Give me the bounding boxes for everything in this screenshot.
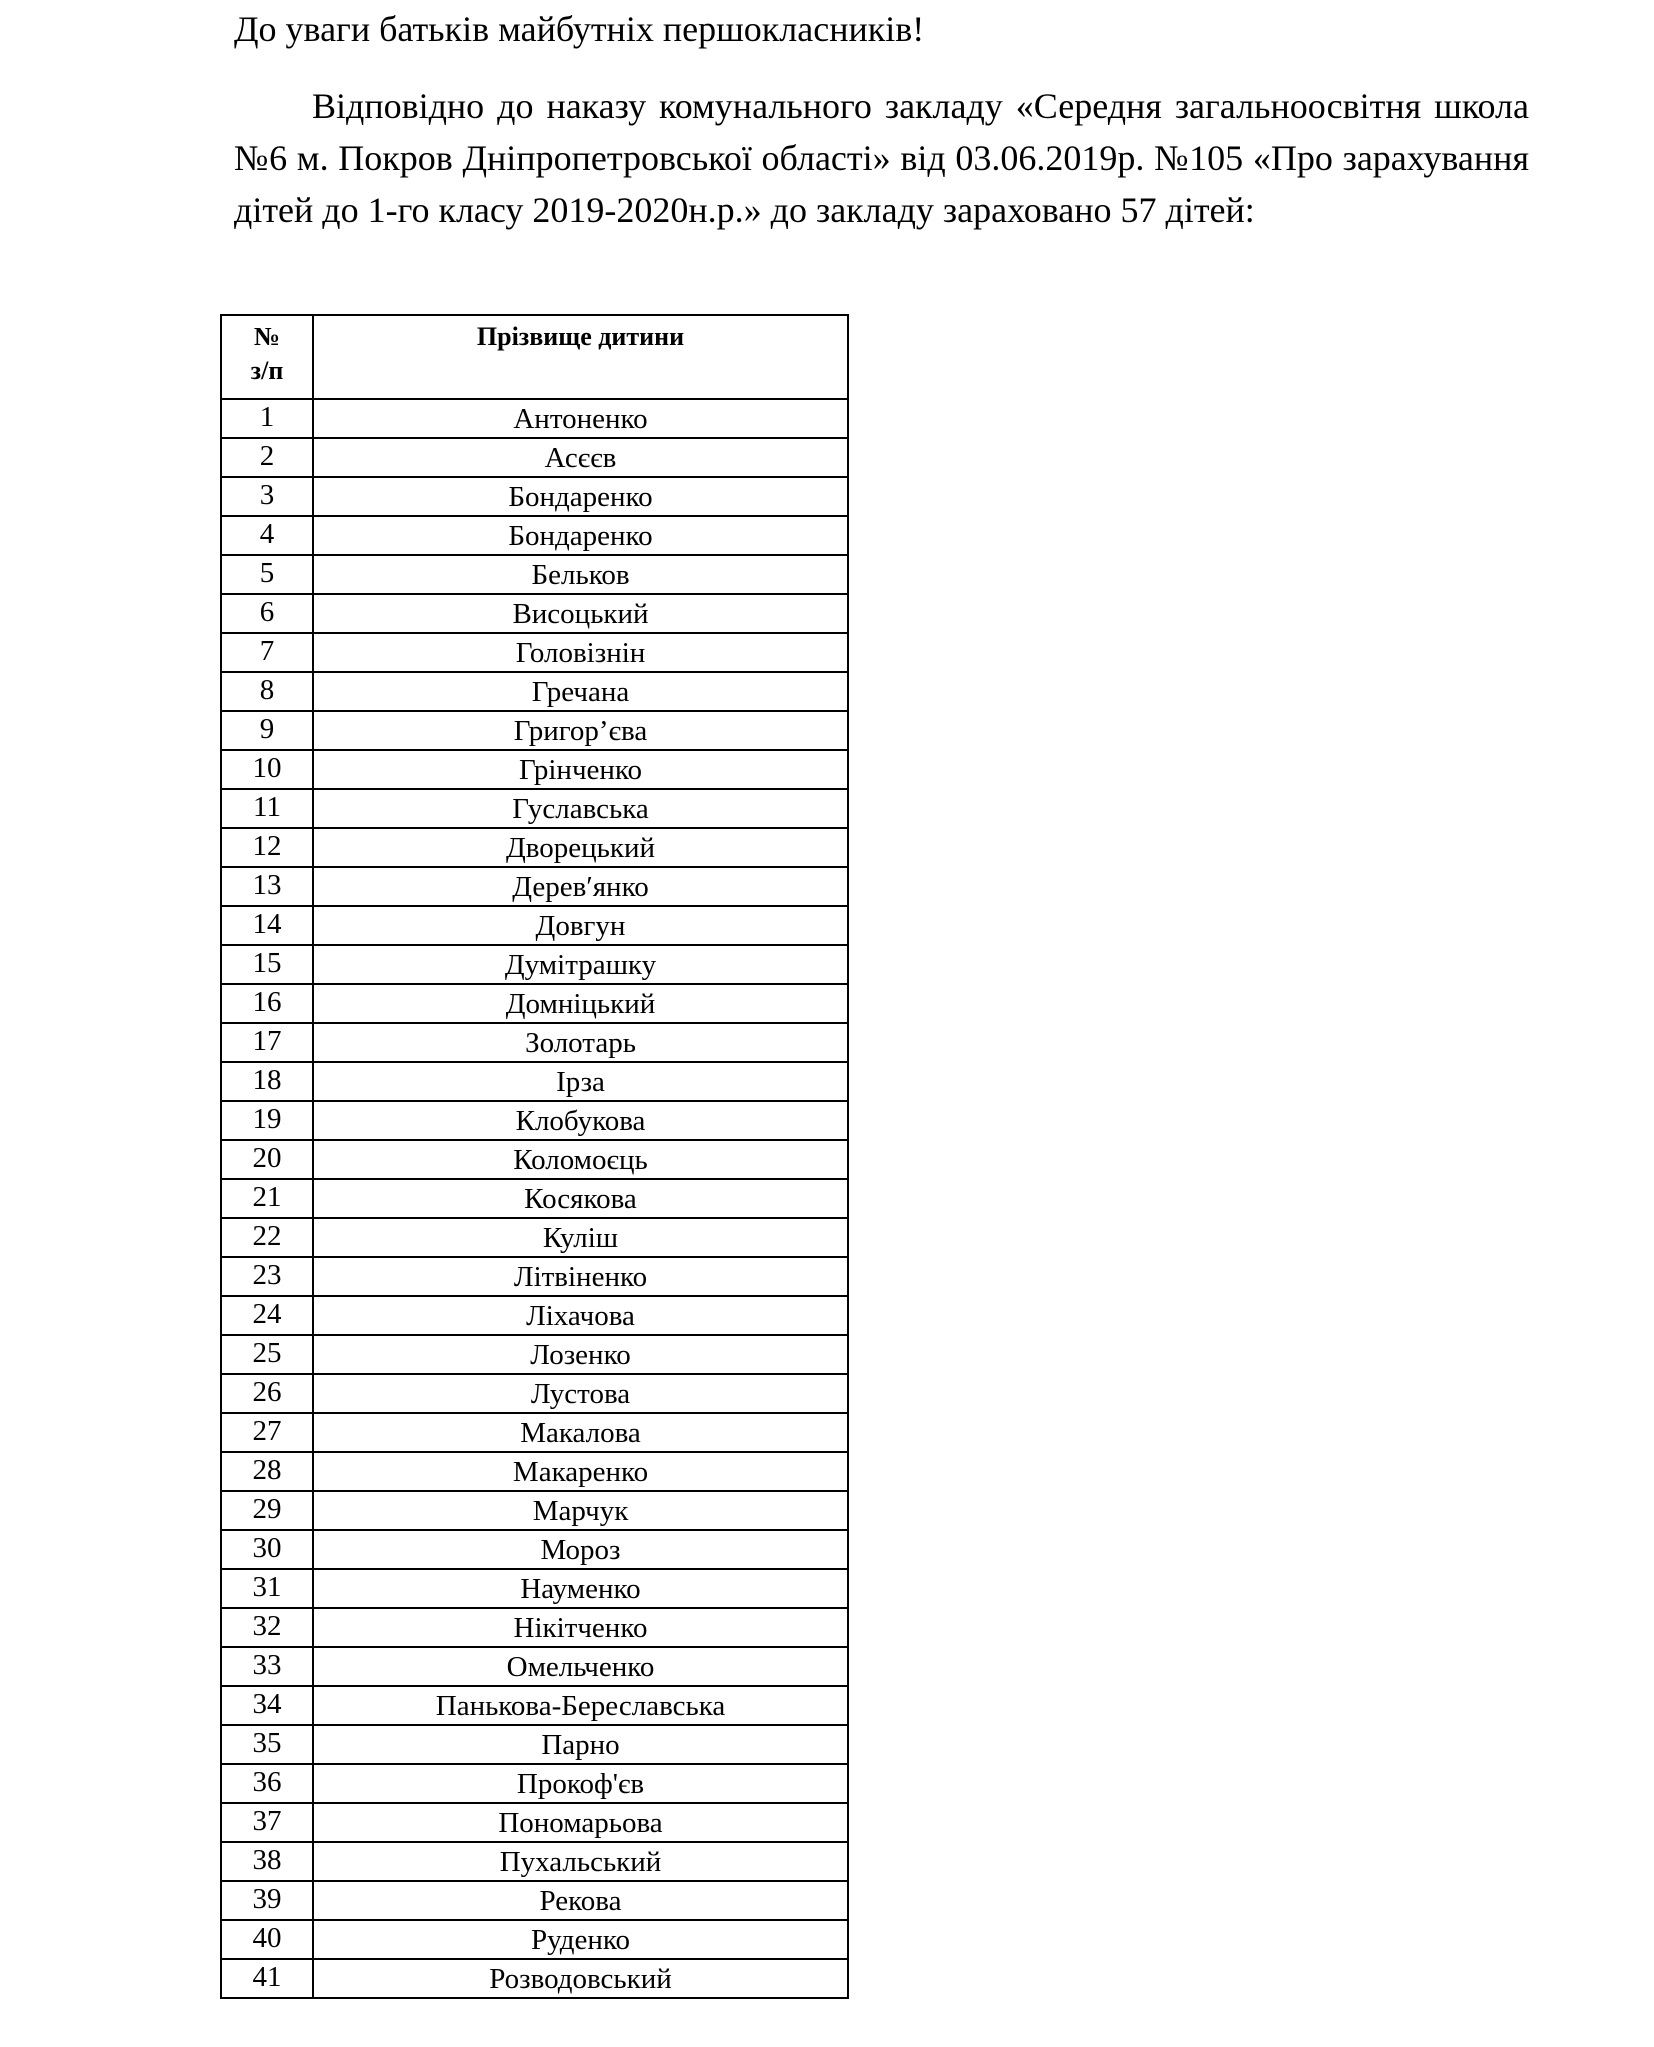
child-surname: Григор’єва <box>313 711 848 750</box>
row-number: 31 <box>221 1569 313 1608</box>
row-number: 41 <box>221 1959 313 1998</box>
child-surname: Домніцький <box>313 984 848 1023</box>
child-surname: Макалова <box>313 1413 848 1452</box>
table-row <box>221 516 848 555</box>
row-number: 8 <box>221 672 313 711</box>
table-row <box>221 789 848 828</box>
child-surname: Ліхачова <box>313 1296 848 1335</box>
child-surname: Коломоєць <box>313 1140 848 1179</box>
child-surname: Клобукова <box>313 1101 848 1140</box>
row-number: 5 <box>221 555 313 594</box>
row-number: 40 <box>221 1920 313 1959</box>
enrolled-children-table <box>220 314 849 1999</box>
intro-paragraph: Відповідно до наказу комунального закладу «Середня загальноосвітня школа №6 м. Покров Дніпропетровської області» від 03.06.2019р. №105 «Про зарахування дітей до 1-го класу 2019-2020н.р.» до закладу зараховано 57 дітей: <box>234 86 1529 230</box>
row-number: 19 <box>221 1101 313 1140</box>
table-row <box>221 945 848 984</box>
row-number: 37 <box>221 1803 313 1842</box>
table-row <box>221 1452 848 1491</box>
row-number: 24 <box>221 1296 313 1335</box>
header-surname: Прізвище дитини <box>313 315 848 399</box>
table-row <box>221 477 848 516</box>
row-number: 7 <box>221 633 313 672</box>
row-number: 39 <box>221 1881 313 1920</box>
child-surname: Дворецький <box>313 828 848 867</box>
table-row <box>221 672 848 711</box>
child-surname: Лустова <box>313 1374 848 1413</box>
table-row <box>221 1023 848 1062</box>
child-surname: Макаренко <box>313 1452 848 1491</box>
child-surname: Марчук <box>313 1491 848 1530</box>
table-row <box>221 867 848 906</box>
row-number: 32 <box>221 1608 313 1647</box>
child-surname: Руденко <box>313 1920 848 1959</box>
child-surname: Довгун <box>313 906 848 945</box>
child-surname: Омельченко <box>313 1647 848 1686</box>
table-body <box>221 399 848 1998</box>
table-row <box>221 1686 848 1725</box>
table-row <box>221 906 848 945</box>
table-row <box>221 1608 848 1647</box>
table-row <box>221 438 848 477</box>
row-number: 26 <box>221 1374 313 1413</box>
row-number: 30 <box>221 1530 313 1569</box>
child-surname: Антоненко <box>313 399 848 438</box>
row-number: 29 <box>221 1491 313 1530</box>
table-header-row <box>221 315 848 399</box>
row-number: 36 <box>221 1764 313 1803</box>
row-number: 23 <box>221 1257 313 1296</box>
table-row <box>221 1374 848 1413</box>
row-number: 1 <box>221 399 313 438</box>
child-surname: Бондаренко <box>313 477 848 516</box>
table-row <box>221 750 848 789</box>
row-number: 3 <box>221 477 313 516</box>
row-number: 4 <box>221 516 313 555</box>
child-surname: Панькова-Береславська <box>313 1686 848 1725</box>
table-row <box>221 1530 848 1569</box>
table-row <box>221 1725 848 1764</box>
document-heading: До уваги батьків майбутніх першокласників! <box>234 9 925 49</box>
child-surname: Гуславська <box>313 789 848 828</box>
table-row <box>221 1920 848 1959</box>
child-surname: Мороз <box>313 1530 848 1569</box>
table-row <box>221 1764 848 1803</box>
row-number: 18 <box>221 1062 313 1101</box>
child-surname: Парно <box>313 1725 848 1764</box>
table-row <box>221 1257 848 1296</box>
table-row <box>221 1218 848 1257</box>
table-row <box>221 711 848 750</box>
row-number: 2 <box>221 438 313 477</box>
table-row <box>221 1062 848 1101</box>
row-number: 15 <box>221 945 313 984</box>
table-row <box>221 1179 848 1218</box>
table-row <box>221 1842 848 1881</box>
child-surname: Асєєв <box>313 438 848 477</box>
child-surname: Науменко <box>313 1569 848 1608</box>
child-surname: Пономарьова <box>313 1803 848 1842</box>
row-number: 38 <box>221 1842 313 1881</box>
row-number: 13 <box>221 867 313 906</box>
table-row <box>221 1569 848 1608</box>
child-surname: Прокоф'єв <box>313 1764 848 1803</box>
child-surname: Бельков <box>313 555 848 594</box>
table-row <box>221 984 848 1023</box>
table-row <box>221 1413 848 1452</box>
child-surname: Дерев′янко <box>313 867 848 906</box>
child-surname: Бондаренко <box>313 516 848 555</box>
child-surname: Лозенко <box>313 1335 848 1374</box>
row-number: 17 <box>221 1023 313 1062</box>
row-number: 10 <box>221 750 313 789</box>
row-number: 22 <box>221 1218 313 1257</box>
row-number: 9 <box>221 711 313 750</box>
row-number: 33 <box>221 1647 313 1686</box>
header-number: № з/п <box>221 315 313 399</box>
child-surname: Розводовський <box>313 1959 848 1998</box>
table-row <box>221 1881 848 1920</box>
table-row <box>221 1101 848 1140</box>
row-number: 14 <box>221 906 313 945</box>
table-row <box>221 1491 848 1530</box>
child-surname: Ірза <box>313 1062 848 1101</box>
child-surname: Гречана <box>313 672 848 711</box>
row-number: 20 <box>221 1140 313 1179</box>
child-surname: Куліш <box>313 1218 848 1257</box>
table-row <box>221 1296 848 1335</box>
row-number: 34 <box>221 1686 313 1725</box>
child-surname: Нікітченко <box>313 1608 848 1647</box>
row-number: 11 <box>221 789 313 828</box>
child-surname: Висоцький <box>313 594 848 633</box>
table-row <box>221 1140 848 1179</box>
row-number: 16 <box>221 984 313 1023</box>
child-surname: Косякова <box>313 1179 848 1218</box>
table-row <box>221 1803 848 1842</box>
table-row <box>221 399 848 438</box>
table-row <box>221 1959 848 1998</box>
table-row <box>221 555 848 594</box>
child-surname: Головізнін <box>313 633 848 672</box>
row-number: 28 <box>221 1452 313 1491</box>
row-number: 25 <box>221 1335 313 1374</box>
row-number: 21 <box>221 1179 313 1218</box>
table-row <box>221 828 848 867</box>
table-header <box>221 315 848 399</box>
table-row <box>221 1335 848 1374</box>
child-surname: Пухальський <box>313 1842 848 1881</box>
child-surname: Грінченко <box>313 750 848 789</box>
table-row <box>221 1647 848 1686</box>
table-row <box>221 633 848 672</box>
row-number: 6 <box>221 594 313 633</box>
child-surname: Рекова <box>313 1881 848 1920</box>
child-surname: Літвіненко <box>313 1257 848 1296</box>
row-number: 12 <box>221 828 313 867</box>
row-number: 35 <box>221 1725 313 1764</box>
child-surname: Золотарь <box>313 1023 848 1062</box>
child-surname: Думітрашку <box>313 945 848 984</box>
table-row <box>221 594 848 633</box>
row-number: 27 <box>221 1413 313 1452</box>
